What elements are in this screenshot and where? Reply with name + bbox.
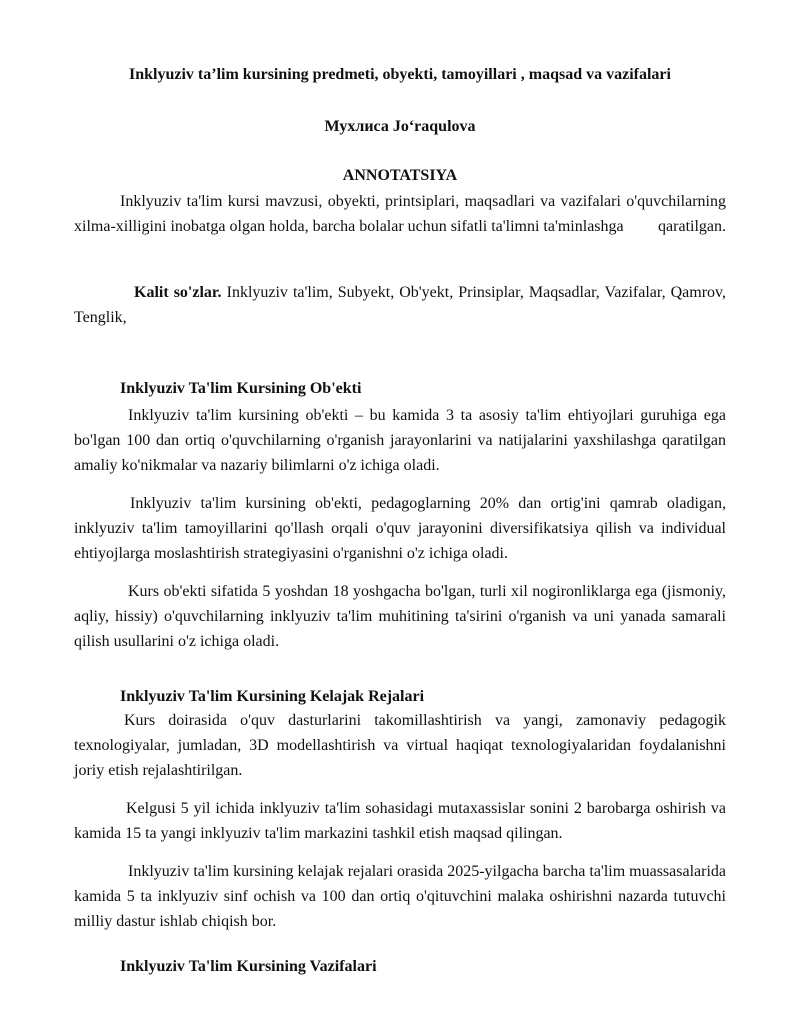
keywords-label: Kalit so'zlar.	[134, 284, 222, 301]
paper-title: Inklyuziv ta’lim kursining predmeti, obyekti, tamoyillari , maqsad va vazifalari	[129, 66, 671, 83]
paragraph-text: Kelgusi 5 yil ichida inklyuziv ta'lim sohasidagi mutaxassislar sonini 2 barobarga oshirish va kamida 15 ta yangi inklyuziv ta'lim markazini tashkil etish maqsad qilingan.	[74, 800, 726, 842]
annotation-heading: ANNOTATSIYA	[342, 167, 458, 184]
paragraph-text: Inklyuziv ta'lim kursining ob'ekti, pedagoglarning 20% dan ortig'ini qamrab oladigan, inklyuziv ta'lim tamoyillarini qo'llash orqali o'quv jarayonini diversifikatsiya qilish va individual ehtiyojlarga moslashtirish strategiyasini o'rganishni o'z ichiga oladi.	[74, 495, 726, 562]
paragraph-text: Inklyuziv ta'lim kursining ob'ekti – bu kamida 3 ta asosiy ta'lim ehtiyojlari guruhiga ega bo'lgan 100 dan ortiq o'quvchilarning o'rganish jarayonlarini va natijalarini yaxshilashga qaratilgan amaliy ko'nikmalar va nazariy bilimlarni o'z ichiga oladi.	[74, 407, 726, 474]
section-heading-tasks: Inklyuziv Ta'lim Kursining Vazifalari	[120, 958, 377, 975]
annotation-body: Inklyuziv ta'lim kursi mavzusi, obyekti, printsiplari, maqsadlari va vazifalari o'quvchilarning xilma-xilligini inobatga olgan holda, barcha bolalar uchun sifatli ta'limni ta'minlashga	[74, 193, 726, 235]
section-heading-future-plans: Inklyuziv Ta'lim Kursining Kelajak Rejalari	[120, 688, 425, 705]
section-object-paragraph-3	[74, 579, 726, 654]
keywords-text: Inklyuziv ta'lim, Subyekt, Ob'yekt, Prinsiplar, Maqsadlar, Vazifalar, Qamrov, Tenglik,	[74, 284, 727, 326]
section-plans-paragraph-3	[74, 859, 726, 934]
section-plans-paragraph-1	[74, 708, 726, 783]
section-object-paragraph-1	[74, 403, 726, 478]
section-plans-paragraph-2	[74, 796, 726, 846]
paragraph-text: Kurs ob'ekti sifatida 5 yoshdan 18 yoshgacha bo'lgan, turli xil nogironliklarga ega (jismoniy, aqliy, hissiy) o'quvchilarning inklyuziv ta'lim muhitining ta'sirini o'rganish va uni yanada samarali qilish usullarini o'z ichiga oladi.	[74, 583, 726, 650]
annotation-text	[74, 189, 726, 239]
keywords-paragraph	[74, 280, 726, 330]
paragraph-text: Inklyuziv ta'lim kursining kelajak rejalari orasida 2025-yilgacha barcha ta'lim muassasalarida kamida 5 ta inklyuziv sinf ochish va 100 dan ortiq o'qituvchini malaka oshirishni nazarda tutuvchi milliy dastur ishlab chiqish bor.	[74, 863, 726, 930]
section-object-paragraph-2	[74, 491, 726, 566]
section-heading-object: Inklyuziv Ta'lim Kursining Ob'ekti	[120, 380, 362, 397]
paragraph-text: Kurs doirasida o'quv dasturlarini takomillashtirish va yangi, zamonaviy pedagogik texnologiyalar, jumladan, 3D modellashtirish va virtual haqiqat texnologiyalaridan foydalanishni joriy etish rejalashtirilgan.	[74, 712, 726, 779]
annotation-tail: qaratilgan.	[658, 218, 726, 235]
author-name: Мухлиса Jo‘raqulova	[324, 118, 476, 135]
